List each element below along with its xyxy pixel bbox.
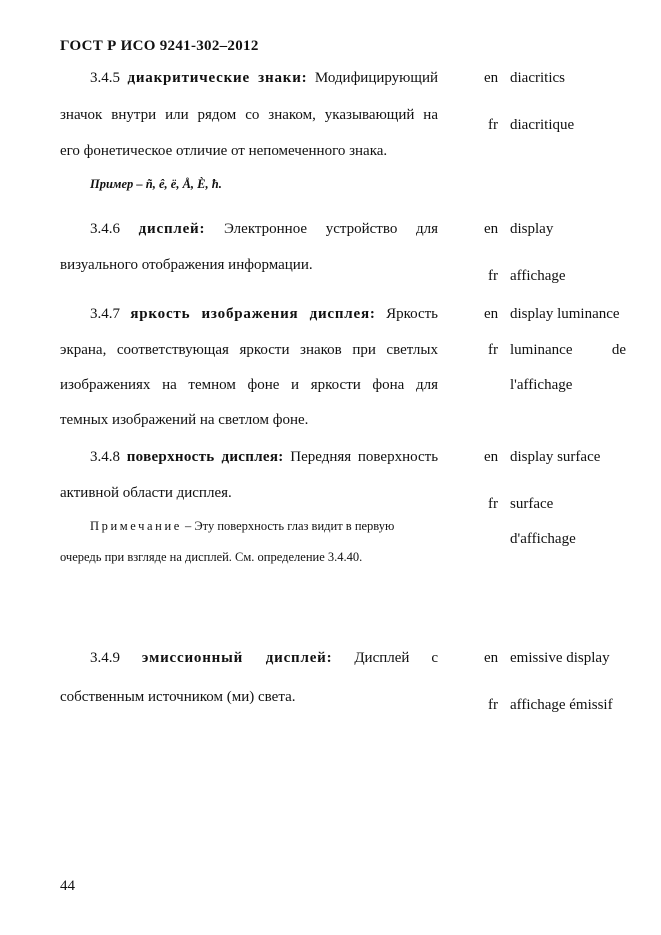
- document-header: ГОСТ Р ИСО 9241-302–2012: [60, 38, 259, 54]
- term-number: 3.4.8: [90, 449, 120, 465]
- term-line-3-4-7: [90, 306, 438, 323]
- lang-label-en: en: [484, 449, 499, 465]
- equivalent-fr-continued: d'affichage: [510, 531, 576, 547]
- term-number: 3.4.7: [90, 306, 120, 322]
- lang-label-fr: fr: [488, 496, 498, 512]
- definition-line: экрана, соответствующая яркости знаков при светлых: [60, 342, 438, 358]
- note-text: – Эту поверхность глаз видит в первую: [181, 519, 395, 533]
- term-name: яркость изображения дисплея:: [130, 306, 376, 322]
- term-line-3-4-5: [90, 70, 438, 87]
- lang-label-en: en: [484, 70, 499, 86]
- note-line: очередь при взгляде на дисплей. См. определение 3.4.40.: [60, 550, 363, 564]
- definition-line: изображениях на темном фоне и яркости фона для: [60, 377, 438, 393]
- equivalent-en: display surface: [510, 449, 601, 465]
- lang-label-en: en: [484, 306, 499, 322]
- term-definition-start: Электронное устройство для: [223, 221, 438, 237]
- equivalent-fr: affichage émissif: [510, 697, 613, 713]
- definition-line: его фонетическое отличие от непомеченного знака.: [60, 143, 388, 159]
- note-line: [90, 519, 438, 534]
- equivalent-fr: surface: [510, 496, 554, 512]
- term-number: 3.4.5: [90, 70, 120, 86]
- term-definition-start: Модифицирующий: [314, 70, 438, 86]
- term-name: диакритические знаки:: [127, 70, 308, 86]
- example-text: Пример – ñ, ê, ë, Å, È, ħ.: [90, 177, 222, 191]
- term-line-3-4-8: [90, 449, 438, 466]
- term-name: эмиссионный дисплей:: [141, 650, 333, 666]
- term-line-3-4-9: [90, 650, 438, 667]
- page-number: 44: [60, 878, 75, 894]
- lang-label-en: en: [484, 650, 499, 666]
- definition-line: визуального отображения информации.: [60, 257, 313, 273]
- equivalent-fr-continued: l'affichage: [510, 377, 573, 393]
- definition-line: темных изображений на светлом фоне.: [60, 412, 309, 428]
- definition-line: собственным источником (ми) света.: [60, 689, 296, 705]
- equivalent-en: display: [510, 221, 554, 237]
- lang-label-fr: fr: [488, 268, 498, 284]
- term-definition-start: Передняя поверхность: [290, 449, 439, 465]
- equivalent-en: emissive display: [510, 650, 610, 666]
- lang-label-fr: fr: [488, 342, 498, 358]
- lang-label-fr: fr: [488, 117, 498, 133]
- lang-label-en: en: [484, 221, 499, 237]
- equivalent-en: display luminance: [510, 306, 620, 322]
- lang-label-fr: fr: [488, 697, 498, 713]
- term-number: 3.4.6: [90, 221, 120, 237]
- note-label: Примечание: [90, 519, 182, 533]
- equivalent-fr: diacritique: [510, 117, 575, 133]
- equivalent-fr: affichage: [510, 268, 566, 284]
- term-definition-start: Дисплей с: [354, 650, 438, 666]
- term-number: 3.4.9: [90, 650, 120, 666]
- term-definition-start: Яркость: [386, 306, 439, 322]
- term-name: поверхность дисплея:: [126, 449, 284, 465]
- equivalent-fr: luminance de: [510, 342, 626, 358]
- term-line-3-4-6: [90, 221, 438, 238]
- definition-line: активной области дисплея.: [60, 485, 232, 501]
- equivalent-en: diacritics: [510, 70, 565, 86]
- definition-line: значок внутри или рядом со знаком, указывающий на: [60, 107, 438, 123]
- term-name: дисплей:: [138, 221, 206, 237]
